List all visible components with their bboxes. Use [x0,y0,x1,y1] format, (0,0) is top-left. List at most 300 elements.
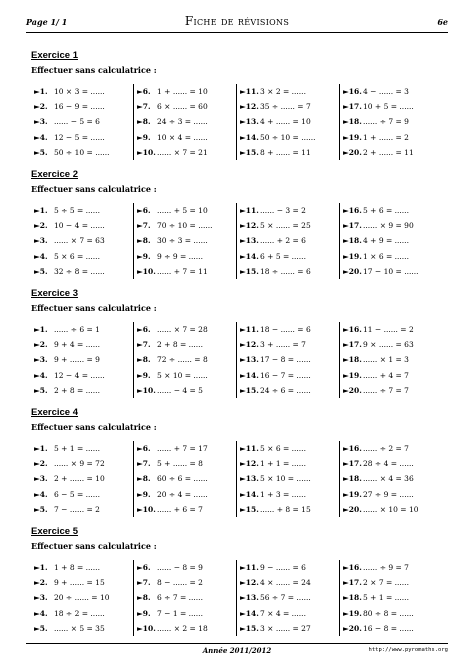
problem-item [137,203,236,218]
problem-number: ►5. [34,504,48,514]
problem-number: ►3. [34,236,48,246]
problem-expression: 20 ÷ ...... = 10 [54,593,110,603]
problem-item [240,502,339,517]
problem-number: ►6. [137,563,151,572]
problem-expression: 9 + ...... = 9 [54,355,100,365]
problem-item [137,383,236,398]
problem-expression: 7 − 1 = ...... [157,608,203,618]
problem-expression: ...... + 5 = 10 [157,206,208,215]
problem-expression: 1 × 6 = ...... [363,251,409,261]
problem-number: ►8. [137,593,151,603]
exercise-title: Exercice 3 [31,288,79,299]
problem-item [137,560,236,575]
problem-number: ►4. [34,370,48,380]
problem-item [343,441,443,456]
problem-number: ►19. [343,370,362,380]
problem-number: ►20. [343,147,362,157]
problem-column [31,560,134,636]
problem-number: ►16. [343,87,362,96]
problem-expression: 3 × 2 = ...... [260,87,306,96]
problem-column [31,203,134,279]
problem-number: ►12. [240,102,259,112]
problem-expression: 2 + ...... = 11 [363,147,414,157]
problem-expression: 4 × ...... = 24 [260,578,311,588]
problem-expression: 10 − 4 = ...... [54,221,105,231]
problem-expression: 8 − ...... = 2 [157,578,203,588]
problem-item [34,99,133,114]
problem-item [34,575,133,590]
problem-number: ►17. [343,340,362,350]
page-footer [26,643,448,658]
problem-expression: ...... × 7 = 63 [54,236,105,246]
problem-expression: ...... − 5 = 6 [54,117,100,127]
problem-expression: 10 + 5 = ...... [363,102,414,112]
problem-expression: 6 − 5 = ...... [54,489,100,499]
problem-column [134,84,237,160]
problem-number: ►16. [343,206,362,215]
problem-number: ►11. [240,206,259,215]
problem-expression: 50 ÷ 10 = ...... [260,132,316,142]
problem-column [134,322,237,398]
problem-number: ►9. [137,132,151,142]
problem-item [137,606,236,621]
problem-item [240,233,339,248]
problem-column [340,560,443,636]
problem-number: ►6. [137,206,151,215]
problem-item [343,130,443,145]
problem-item [343,233,443,248]
problem-number: ►5. [34,623,48,633]
problem-number: ►20. [343,623,362,633]
problem-expression: 3 × ...... = 27 [260,623,311,633]
problem-number: ►10. [137,147,156,157]
page-title: Fiche de révisions [184,14,290,28]
problem-item [137,575,236,590]
problem-number: ►15. [240,385,259,395]
problem-item [240,352,339,367]
problem-expression: 5 × 6 = ...... [260,444,306,453]
problem-expression: 1 + ...... = 10 [157,87,208,96]
problem-number: ►10. [137,623,156,633]
problem-expression: 80 ÷ 8 = ...... [363,608,414,618]
problem-expression: ...... + 7 = 17 [157,444,208,453]
problem-expression: ...... ÷ 7 = 7 [363,385,409,395]
problem-expression: 9 ÷ 9 = ...... [157,251,203,261]
problem-expression: 6 + 5 = ...... [260,251,306,261]
problem-item [240,441,339,456]
problem-expression: 5 × ...... = 25 [260,221,311,231]
problem-number: ►16. [343,325,362,334]
problem-number: ►18. [343,236,362,246]
problem-number: ►9. [137,608,151,618]
problem-grid [31,203,461,279]
problem-item [240,218,339,233]
problem-item [343,99,443,114]
problem-expression: 1 + 8 = ...... [54,563,100,572]
problem-number: ►20. [343,504,362,514]
problem-expression: ...... × 1 = 3 [363,355,409,365]
problem-item [137,218,236,233]
problem-expression: 2 + ...... = 10 [54,474,105,484]
exercise-5 [31,526,461,636]
problem-expression: ...... − 4 = 5 [157,385,203,395]
problem-number: ►15. [240,623,259,633]
problem-item [137,502,236,517]
problem-number: ►4. [34,251,48,261]
problem-expression: ...... + 8 = 15 [260,504,311,514]
problem-expression: 9 + 4 = ...... [54,340,100,350]
problem-item [137,441,236,456]
problem-expression: 5 × 10 = ...... [260,474,311,484]
problem-item [34,130,133,145]
problem-number: ►2. [34,578,48,588]
problem-number: ►5. [34,266,48,276]
problem-number: ►14. [240,132,259,142]
problem-number: ►20. [343,266,362,276]
problem-item [34,621,133,636]
problem-item [137,471,236,486]
problem-expression: ...... − 3 = 2 [260,206,306,215]
exercise-instruction: Effectuer sans calculatrice : [31,541,157,551]
problem-expression: ...... × 10 = 10 [363,504,419,514]
problem-expression: 16 − 7 = ...... [260,370,311,380]
problem-number: ►10. [137,504,156,514]
problem-number: ►1. [34,563,48,572]
problem-item [240,471,339,486]
problem-item [240,575,339,590]
page-header [26,12,448,33]
problem-grid [31,441,461,517]
problem-expression: ...... × 9 = 90 [363,221,414,231]
problem-item [137,621,236,636]
problem-item [137,456,236,471]
problem-number: ►9. [137,251,151,261]
problem-item [137,337,236,352]
problem-number: ►14. [240,370,259,380]
problem-column [340,203,443,279]
problem-item [343,264,443,279]
problem-item [343,368,443,383]
problem-expression: 5 × 10 = ...... [157,370,208,380]
problem-expression: 18 ÷ ...... = 6 [260,266,311,276]
problem-item [343,575,443,590]
problem-number: ►9. [137,489,151,499]
problem-item [343,203,443,218]
problem-expression: ...... ÷ 9 = 7 [363,563,409,572]
problem-item [137,114,236,129]
problem-column [134,560,237,636]
problem-number: ►12. [240,459,259,469]
problem-expression: 60 ÷ 6 = ...... [157,474,208,484]
problem-number: ►13. [240,117,259,127]
problem-item [240,84,339,99]
problem-grid [31,322,461,398]
problem-item [34,114,133,129]
problem-number: ►19. [343,132,362,142]
problem-item [34,606,133,621]
problem-number: ►3. [34,355,48,365]
problem-number: ►2. [34,102,48,112]
problem-number: ►7. [137,459,151,469]
problem-expression: 20 ÷ 4 = ...... [157,489,208,499]
problem-number: ►7. [137,221,151,231]
problem-item [34,233,133,248]
problem-number: ►17. [343,102,362,112]
problem-item [240,606,339,621]
problem-expression: 5 + 1 = ...... [363,593,409,603]
school-year: Année 2011/2012 [202,646,272,655]
problem-number: ►17. [343,459,362,469]
problem-number: ►12. [240,340,259,350]
problem-item [137,130,236,145]
problem-expression: ...... + 7 = 11 [157,266,208,276]
problem-item [34,322,133,337]
problem-expression: 8 + ...... = 11 [260,147,311,157]
exercise-title: Exercice 5 [31,526,79,537]
problem-number: ►8. [137,236,151,246]
problem-item [137,487,236,502]
problem-item [34,84,133,99]
problem-number: ►8. [137,117,151,127]
problem-item [240,456,339,471]
problem-item [343,352,443,367]
problem-expression: ...... − 8 = 9 [157,563,203,572]
problem-number: ►9. [137,370,151,380]
exercise-instruction: Effectuer sans calculatrice : [31,303,157,313]
problem-expression: 17 − 10 = ...... [363,266,419,276]
problem-item [137,99,236,114]
problem-number: ►18. [343,474,362,484]
problem-number: ►19. [343,251,362,261]
problem-expression: 16 − 8 = ...... [363,623,414,633]
problem-number: ►13. [240,593,259,603]
problem-expression: 4 + 9 = ...... [363,236,409,246]
problem-number: ►5. [34,385,48,395]
problem-expression: 5 + 6 = ...... [363,206,409,215]
problem-item [34,203,133,218]
problem-expression: ...... + 4 = 7 [363,370,409,380]
problem-item [343,249,443,264]
problem-number: ►17. [343,578,362,588]
problem-column [237,441,340,517]
problem-grid [31,84,461,160]
problem-number: ►15. [240,266,259,276]
problem-expression: 6 ÷ 7 = ...... [157,593,203,603]
problem-expression: 18 ÷ 2 = ...... [54,608,105,618]
problem-expression: 2 + 8 = ...... [157,340,203,350]
problem-item [343,471,443,486]
problem-number: ►8. [137,355,151,365]
problem-number: ►14. [240,608,259,618]
problem-number: ►13. [240,236,259,246]
problem-item [34,441,133,456]
problem-item [34,560,133,575]
problem-expression: 5 ÷ 5 = ...... [54,206,100,215]
problem-item [343,606,443,621]
problem-column [134,203,237,279]
problem-item [34,352,133,367]
problem-number: ►10. [137,266,156,276]
problem-expression: ...... ÷ 2 = 7 [363,444,409,453]
problem-number: ►11. [240,563,259,572]
problem-expression: 1 + 1 = ...... [260,459,306,469]
problem-expression: 9 − ...... = 6 [260,563,306,572]
problem-number: ►1. [34,325,48,334]
problem-item [240,322,339,337]
problem-expression: ...... ÷ 7 = 9 [363,117,409,127]
problem-expression: 4 − ...... = 3 [363,87,409,96]
problem-number: ►16. [343,444,362,453]
problem-item [240,203,339,218]
problem-column [237,203,340,279]
problem-expression: 6 × ...... = 60 [157,102,208,112]
problem-expression: 5 + ...... = 8 [157,459,203,469]
problem-number: ►15. [240,504,259,514]
problem-number: ►12. [240,578,259,588]
problem-item [343,487,443,502]
problem-number: ►13. [240,474,259,484]
problem-number: ►2. [34,459,48,469]
problem-item [343,114,443,129]
problem-number: ►18. [343,117,362,127]
problem-number: ►4. [34,608,48,618]
problem-expression: ...... × 4 = 36 [363,474,414,484]
problem-expression: 2 + 8 = ...... [54,385,100,395]
problem-number: ►1. [34,87,48,96]
problem-item [343,590,443,605]
problem-item [34,337,133,352]
problem-expression: 24 ÷ 6 = ...... [260,385,311,395]
problem-column [237,322,340,398]
problem-number: ►2. [34,340,48,350]
exercise-title: Exercice 2 [31,169,79,180]
problem-item [137,233,236,248]
problem-expression: 56 ÷ 7 = ...... [260,593,311,603]
problem-number: ►12. [240,221,259,231]
problem-number: ►6. [137,325,151,334]
problem-item [240,560,339,575]
problem-number: ►19. [343,608,362,618]
problem-expression: 5 + 1 = ...... [54,444,100,453]
problem-expression: 17 − 8 = ...... [260,355,311,365]
problem-item [34,145,133,160]
problem-number: ►11. [240,87,259,96]
problem-expression: ...... + 6 = 7 [157,504,203,514]
problem-item [34,264,133,279]
exercise-3 [31,288,461,398]
problem-item [34,218,133,233]
problem-expression: ...... × 9 = 72 [54,459,105,469]
problem-grid [31,560,461,636]
problem-item [240,249,339,264]
problem-item [240,383,339,398]
problem-item [343,322,443,337]
problem-column [237,560,340,636]
problem-number: ►3. [34,593,48,603]
problem-item [343,337,443,352]
problem-expression: 12 − 4 = ...... [54,370,105,380]
problem-number: ►3. [34,474,48,484]
problem-number: ►4. [34,132,48,142]
problem-number: ►19. [343,489,362,499]
problem-item [240,114,339,129]
problem-expression: 18 − ...... = 6 [260,325,311,334]
exercise-instruction: Effectuer sans calculatrice : [31,184,157,194]
problem-expression: 10 × 3 = ...... [54,87,105,96]
problem-number: ►20. [343,385,362,395]
problem-expression: 32 ÷ 8 = ...... [54,266,105,276]
problem-expression: 9 + ...... = 15 [54,578,105,588]
problem-number: ►14. [240,489,259,499]
exercise-2 [31,169,461,279]
problem-item [34,471,133,486]
problem-expression: 28 ÷ 4 = ...... [363,459,414,469]
problem-item [34,502,133,517]
problem-expression: ...... × 2 = 18 [157,623,208,633]
problem-item [34,487,133,502]
problem-item [343,456,443,471]
problem-expression: ...... + 2 = 6 [260,236,306,246]
problem-expression: 35 ÷ ...... = 7 [260,102,311,112]
problem-expression: 1 + 3 = ...... [260,489,306,499]
problem-expression: 10 × 4 = ...... [157,132,208,142]
problem-item [137,368,236,383]
grade-level: 6e [437,17,448,27]
exercise-1 [31,50,461,160]
problem-expression: 7 − ...... = 2 [54,504,100,514]
exercise-title: Exercice 1 [31,50,79,61]
problem-expression: 2 × 7 = ...... [363,578,409,588]
problem-number: ►4. [34,489,48,499]
problem-number: ►6. [137,444,151,453]
problem-number: ►7. [137,340,151,350]
problem-item [34,249,133,264]
problem-expression: ...... × 7 = 21 [157,147,208,157]
problem-number: ►11. [240,325,259,334]
problem-column [237,84,340,160]
problem-expression: 24 ÷ 3 = ...... [157,117,208,127]
footer-url: http://www.pyromaths.org [368,647,448,653]
problem-item [240,487,339,502]
problem-expression: 12 − 5 = ...... [54,132,105,142]
problem-expression: 4 + ...... = 10 [260,117,311,127]
problem-item [137,590,236,605]
problem-item [137,84,236,99]
problem-item [343,560,443,575]
problem-item [240,264,339,279]
problem-item [34,590,133,605]
problem-item [34,456,133,471]
problem-number: ►1. [34,444,48,453]
problem-item [240,337,339,352]
problem-item [240,621,339,636]
exercise-title: Exercice 4 [31,407,79,418]
problem-item [137,322,236,337]
problem-number: ►14. [240,251,259,261]
problem-number: ►18. [343,593,362,603]
problem-expression: 70 ÷ 10 = ...... [157,221,213,231]
problem-number: ►11. [240,444,259,453]
problem-item [240,99,339,114]
problem-item [343,383,443,398]
problem-expression: ...... × 5 = 35 [54,623,105,633]
problem-expression: 11 − ...... = 2 [363,325,414,334]
problem-expression: 27 ÷ 9 = ...... [363,489,414,499]
problem-column [340,322,443,398]
problem-number: ►15. [240,147,259,157]
problem-column [31,322,134,398]
problem-expression: 3 + ...... = 7 [260,340,306,350]
